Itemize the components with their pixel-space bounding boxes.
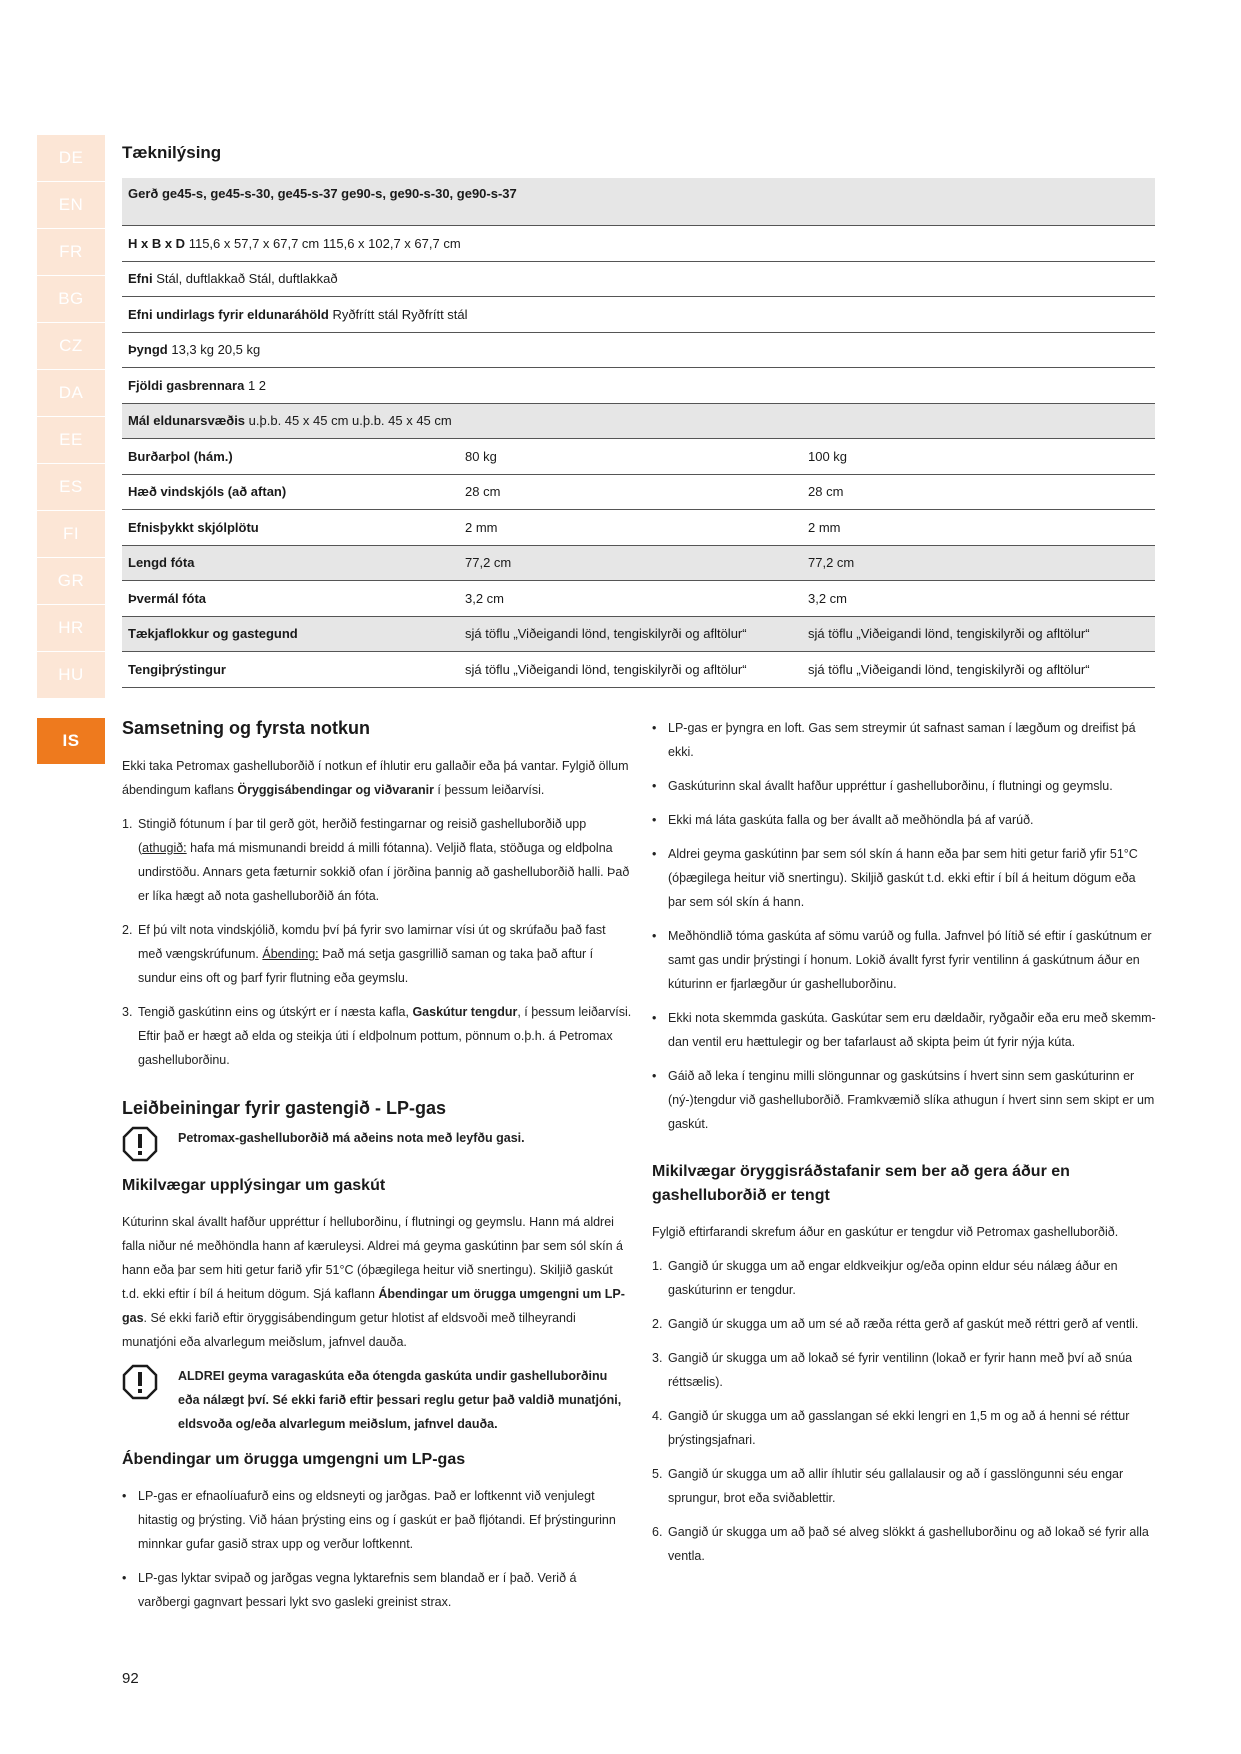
spec-label: Efni (128, 271, 153, 287)
list-item: 3. Tengið gaskútinn eins og útskýrt er í næsta kafla, Gaskútur tengdur, í þessum leiðarvísi. Eftir það er hægt að elda og steikja úti í eldþolnum pottum, pönnum o.þ.h. á Petromax gashelluborðinu. (122, 1005, 632, 1067)
spec-label: H x B x D (128, 235, 186, 251)
spec-header-row: Gerð ge45-s, ge45-s-30, ge45-s-37 ge90-s, ge90-s-30, ge90-s-37 (122, 178, 1155, 226)
spec-row (122, 297, 1155, 333)
list-item: 1. Gangið úr skugga um að engar eldkveikjur og/eða opinn eldur séu nálæg áður en gaskúturinn er tengdur. (652, 1259, 1118, 1297)
spec-row (122, 652, 1155, 688)
right-column (652, 716, 1157, 1578)
lang-tab-fi[interactable]: FI (37, 511, 105, 557)
spec-value-ge45: 2 mm (465, 519, 498, 535)
spec-row (122, 333, 1155, 369)
spec-row (122, 368, 1155, 404)
spec-label: Tækjaflokkur og gastegund (128, 626, 298, 642)
spec-label: Tengiþrýstingur (128, 661, 226, 677)
list-item: 3. Gangið úr skugga um að lokað sé fyrir ventilinn (lokað er fyrir hann með því að snúa réttsælis). (652, 1351, 1133, 1389)
spec-label: Fjöldi gasbrennara (128, 377, 245, 393)
spec-value-ge45: 28 cm (465, 484, 501, 500)
list-item: 4. Gangið úr skugga um að gasslangan sé ekki lengri en 1,5 m og að á henni sé réttur þrýstingsjafnari. (652, 1409, 1130, 1447)
assembly-steps (122, 812, 632, 1072)
spec-row (122, 617, 1155, 653)
assembly-intro: Ekki taka Petromax gashelluborðið í notkun ef íhlutir eru gallaðir eða þá vantar. Fylgið öllum ábendingum kaflans Öryggisábendingar og viðvaranir í þessum leiðarvísi. (122, 759, 629, 797)
spec-table (122, 178, 1155, 688)
lpg-bullet-list (652, 716, 1157, 1136)
spec-label: Burðarþol (hám.) (128, 448, 233, 464)
spec-value-ge45: 3,2 cm (465, 590, 505, 606)
warning-text: ALDREI geyma varagaskúta eða ótengda gaskúta undir gashelluborðinu eða nálægt því. Sé ekki farið eftir þessari reglu getur það valdið munatjóni, eldsvoða og/eða alvarlegum meiðslum, jafnvel dauða. (178, 1369, 622, 1431)
pre-connect-intro: Fylgið eftirfarandi skrefum áður en gaskútur er tengdur við Petromax gashelluborðið. (652, 1225, 1119, 1239)
spec-row (122, 226, 1155, 262)
list-item: 1. Stingið fótunum í þar til gerð göt, herðið festingarnar og reisið gashelluborðið upp (athugið: hafa má mismunandi breidd á milli fótanna). Veljið flata, stöðuga og eldþolna undirstöðu. Annars geta fæturnir sokkið ofan í jörðina þannig að gashelluborðið halli. Það er líka hægt að nota gashelluborðið án fóta. (122, 817, 630, 903)
list-item: • Ekki nota skemmda gaskúta. Gaskútar sem eru dældaðir, ryðgaðir eða eru með skemm-dan ventil eru hættulegir og ber tafarlaust að skipta þeim út fyrir nýja kúta. (652, 1011, 1156, 1049)
lang-tab-cz[interactable]: CZ (37, 323, 105, 369)
spec-value-ge90: 77,2 cm (808, 555, 855, 571)
spec-value: 115,6 x 57,7 x 67,7 cm 115,6 x 102,7 x 67,7 cm (188, 235, 461, 251)
spec-value-ge90: sjá töflu „Viðeigandi lönd, tengiskilyrði og afltölur“ (808, 626, 1090, 642)
left-column (122, 716, 632, 1624)
spec-row (122, 581, 1155, 617)
list-item: • Gaskúturinn skal ávallt hafður uppréttur í gashelluborðinu, í flutningi og geymslu. (652, 779, 1113, 793)
spec-value-ge45: 80 kg (465, 448, 497, 464)
spec-label: Efnisþykkt skjólplötu (128, 519, 259, 535)
lpg-heading: Leiðbeiningar fyrir gastengið - LP-gas (122, 1098, 447, 1118)
spec-label: Hæð vindskjóls (að aftan) (128, 484, 287, 500)
list-item: • LP-gas er efnaolíuafurð eins og eldsneyti og jarðgas. Það er loftkennt við venjulegt hitastig og þrýsting. Við háan þrýsting eins og í gaskút er það fljótandi. Ef þrýstingurinn minnkar gufar gasið strax upp og verður loftkennt. (122, 1489, 616, 1551)
safe-handling-heading: Ábendingar um örugga umgengni um LP-gas (122, 1451, 466, 1468)
gas-info-heading: Mikilvægar upplýsingar um gaskút (122, 1177, 386, 1194)
list-item: • Ekki má láta gaskúta falla og ber ávallt að meðhöndla þá af varúð. (652, 813, 1034, 827)
spec-row (122, 262, 1155, 298)
spec-value-ge45: 77,2 cm (465, 555, 512, 571)
spec-value-ge45: sjá töflu „Viðeigandi lönd, tengiskilyrði og afltölur“ (465, 626, 747, 642)
spec-value: 13,3 kg 20,5 kg (171, 342, 261, 358)
lang-tab-hr[interactable]: HR (37, 605, 105, 651)
safe-handling-list (122, 1484, 632, 1614)
spec-row (122, 404, 1155, 440)
lang-tab-gr[interactable]: GR (37, 558, 105, 604)
page-number: 92 (122, 1670, 139, 1687)
spec-title: Tæknilýsing (122, 143, 222, 162)
spec-value: Ryðfrítt stál Ryðfrítt stál (332, 306, 468, 322)
list-item: • Meðhöndlið tóma gaskúta af sömu varúð og fulla. Jafnvel þó lítið sé eftir í gaskútnum er samt gas undir þrýstingi í honum. Lokið ávallt fyrst fyrir ventilinn á gaskútnum áður en kúturinn er fjarlægður úr gashelluborðinu. (652, 929, 1152, 991)
spec-row (122, 546, 1155, 582)
language-tabs (37, 135, 105, 765)
list-item: • LP-gas er þyngra en loft. Gas sem streymir út safnast saman í lægðum og dreifist þá ekki. (652, 721, 1136, 759)
list-item: 2. Gangið úr skugga um að um sé að ræða rétta gerð af gaskút með réttri gerð af ventli. (652, 1317, 1139, 1331)
spec-value-ge45: sjá töflu „Viðeigandi lönd, tengiskilyrði og afltölur“ (465, 661, 747, 677)
spec-value-ge90: 100 kg (808, 448, 848, 464)
spec-value-ge90: 2 mm (808, 519, 841, 535)
lang-tab-ee[interactable]: EE (37, 417, 105, 463)
warning-notice (122, 1364, 632, 1436)
lang-tab-de[interactable]: DE (37, 135, 105, 181)
list-item: • Gáið að leka í tenginu milli slöngunnar og gaskútsins í hvert sinn sem gaskúturinn er (ný-)tengdur við gashelluborðið. Framkvæmið slíka athugun í hvert sinn sem skipt er um gaskút. (652, 1069, 1155, 1131)
spec-label: Þvermál fóta (128, 590, 207, 606)
lang-tab-es[interactable]: ES (37, 464, 105, 510)
list-item: 5. Gangið úr skugga um að allir íhlutir séu gallalausir og að í gasslöngunni séu engar sprungur, brot eða sviðablettir. (652, 1467, 1124, 1505)
lang-tab-en[interactable]: EN (37, 182, 105, 228)
pre-connect-heading: Mikilvægar öryggisráðstafanir sem ber að gera áður en gashelluborðið er tengt (652, 1163, 1070, 1204)
lang-tab-hu[interactable]: HU (37, 652, 105, 698)
list-item: 2. Ef þú vilt nota vindskjólið, komdu því þá fyrir svo lamirnar vísi út og skrúfaðu það fast með vængskrúfunum. Ábending: Það má setja gasgrillið saman og taka það aftur í sundur eins oft og þarf fyrir flutning eða geymslu. (122, 923, 606, 985)
lang-tab-is-active[interactable]: IS (37, 718, 105, 764)
list-item: • Aldrei geyma gaskútinn þar sem sól skín á hann eða þar sem hiti getur farið yfir 51°C (óþægilega heitur við snertingu). Skiljið gaskút t.d. ekki eftir í bíl á heitum dögum eða þar sem sól skín á hann. (652, 847, 1138, 909)
lang-tab-bg[interactable]: BG (37, 276, 105, 322)
pre-connect-steps (652, 1254, 1157, 1568)
spec-label: Lengd fóta (128, 555, 195, 571)
spec-value: 1 2 (247, 377, 267, 393)
spec-value-ge90: sjá töflu „Viðeigandi lönd, tengiskilyrði og afltölur“ (808, 661, 1090, 677)
spec-row (122, 475, 1155, 511)
spec-value: u.þ.b. 45 x 45 cm u.þ.b. 45 x 45 cm (248, 413, 452, 429)
spec-row (122, 510, 1155, 546)
spec-value-ge90: 3,2 cm (808, 590, 848, 606)
warning-notice (122, 1126, 632, 1162)
spec-value-ge90: 28 cm (808, 484, 844, 500)
warning-text: Petromax-gashelluborðið má aðeins nota með leyfðu gasi. (178, 1131, 525, 1145)
warning-icon (122, 1364, 158, 1400)
warning-icon (122, 1126, 158, 1162)
spec-label: Þyngd (128, 342, 168, 358)
list-item: • LP-gas lyktar svipað og jarðgas vegna lyktarefnis sem blandað er í það. Verið á varðbergi gagnvart þessari lykt svo gasleki greinist strax. (122, 1571, 577, 1609)
spec-row (122, 439, 1155, 475)
assembly-heading: Samsetning og fyrsta notkun (122, 718, 371, 738)
list-item: 6. Gangið úr skugga um að það sé alveg slökkt á gashelluborðinu og að lokað sé fyrir alla ventla. (652, 1525, 1149, 1563)
lang-tab-fr[interactable]: FR (37, 229, 105, 275)
spec-label: Mál eldunarsvæðis (128, 413, 246, 429)
spec-label: Efni undirlags fyrir eldunaráhöld (128, 306, 329, 322)
spec-value: Stál, duftlakkað Stál, duftlakkað (156, 271, 338, 287)
gas-info-text: Kúturinn skal ávallt hafður uppréttur í helluborðinu, í flutningi og geymslu. Hann má aldrei falla niður né meðhöndla hann af kæruleysi. Aldrei má geyma gaskútinn þar sem sól skín á hann eða þar sem hiti getur farið yfir 51°C (óþægilega heitur við snertingu). Skiljið gaskút t.d. ekki eftir í bíl á heitum dögum. Sjá kaflann Ábendingar um örugga umgengni um LP-gas. Sé ekki farið eftir öryggisábendingum getur hlotist af eldsvoði með tilheyrandi munatjóni eða alvarlegum meiðslum, jafnvel dauða. (122, 1215, 625, 1349)
lang-tab-da[interactable]: DA (37, 370, 105, 416)
